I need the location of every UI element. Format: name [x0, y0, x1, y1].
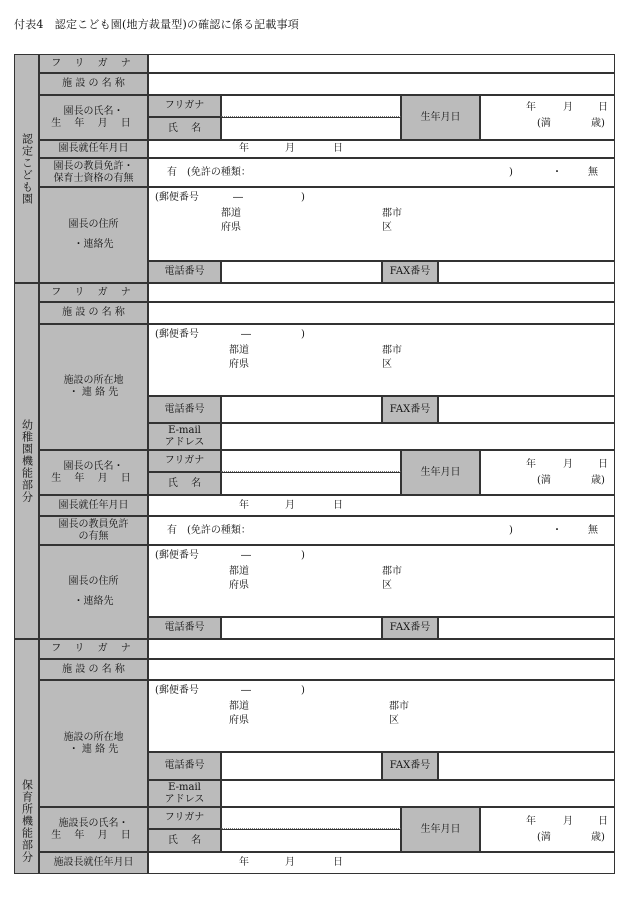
postal-label: (郵便番号	[155, 550, 199, 561]
gunshi-text: 郡市	[389, 701, 409, 712]
hi-text: 日	[598, 102, 608, 113]
license-field[interactable]	[148, 158, 615, 187]
tsuki-text: 月	[563, 459, 573, 470]
label-line: ・ 連 絡 先	[68, 387, 119, 398]
facility-head-birthdate-field[interactable]	[480, 807, 615, 852]
fax-label: FAX番号	[382, 396, 438, 423]
facility-furigana-field[interactable]	[148, 54, 615, 73]
ari-text: 有 (免許の種類：	[167, 167, 251, 178]
label-line: 生 年 月 日	[51, 829, 136, 841]
facility-name-field[interactable]	[148, 302, 615, 324]
furigana-small-label: フリガナ	[148, 450, 221, 472]
label-line: 園長の教員免許・	[53, 160, 134, 172]
director-appointment-label: 園長就任年月日	[39, 495, 148, 516]
director-address-field[interactable]	[148, 187, 615, 261]
tel-label: 電話番号	[148, 617, 221, 639]
hi-text: 日	[333, 143, 343, 154]
director-birthdate-field[interactable]	[480, 450, 615, 495]
email-field[interactable]	[221, 423, 615, 450]
gunshi-text: 郡市	[382, 208, 402, 219]
ari-text: 有 (免許の種類：	[167, 525, 251, 536]
license-label	[39, 158, 148, 187]
facility-head-appointment-label: 施設長就任年月日	[39, 852, 148, 874]
furigana-small-label: フリガナ	[148, 95, 221, 117]
label-line: 園長の氏名・	[63, 460, 124, 472]
facility-furigana-field[interactable]	[148, 283, 615, 302]
shimei-label: 氏 名	[148, 117, 221, 140]
facility-name-label: 施 設 の 名 称	[39, 73, 148, 95]
furigana-label: フ リ ガ ナ	[39, 54, 148, 73]
director-name-birth-label	[39, 450, 148, 495]
todou-text: 都道	[229, 701, 249, 712]
license-label	[39, 516, 148, 545]
label-line: 施設の所在地	[63, 731, 124, 743]
fuken-text: 府県	[229, 580, 249, 591]
section-yochien-kino: 幼稚園機能部分	[14, 283, 39, 639]
label-line: 園長の氏名・	[63, 105, 124, 117]
sai-text: 歳)	[591, 118, 605, 129]
director-address-label	[39, 187, 148, 283]
fax-label: FAX番号	[382, 261, 438, 283]
facility-head-name-field[interactable]	[221, 829, 401, 852]
ku-text: 区	[382, 222, 392, 233]
tsuki-text: 月	[563, 816, 573, 827]
label-line: E-mail	[168, 781, 201, 793]
todou-text: 都道	[221, 208, 241, 219]
tel-field[interactable]	[221, 396, 382, 423]
facility-address-field[interactable]	[148, 324, 615, 396]
nen-text: 年	[526, 102, 536, 113]
director-appointment-field[interactable]	[148, 140, 615, 158]
postal-label: (郵便番号	[155, 329, 199, 340]
dot-text: ・	[552, 167, 562, 178]
facility-name-label: 施 設 の 名 称	[39, 659, 148, 680]
label-line: ・ 連 絡 先	[68, 743, 119, 755]
label-line: 施設の所在地	[63, 375, 124, 386]
director-address-field[interactable]	[148, 545, 615, 617]
facility-name-field[interactable]	[148, 659, 615, 680]
todou-text: 都道	[229, 345, 249, 356]
postal-dash: ―	[241, 329, 251, 340]
label-line: アドレス	[164, 436, 205, 448]
fax-field[interactable]	[438, 396, 615, 423]
director-birthdate-field[interactable]	[480, 95, 615, 140]
director-address-label	[39, 545, 148, 639]
furigana-small-label: フリガナ	[148, 807, 221, 829]
sai-text: 歳)	[591, 832, 605, 843]
section-hoikusho-kino	[14, 639, 39, 874]
tsuki-text: 月	[285, 857, 295, 868]
document-title: 付表4 認定こども園(地方裁量型)の確認に係る記載事項	[14, 18, 299, 31]
email-label	[148, 780, 221, 807]
postal-dash: ―	[233, 192, 243, 203]
close-paren-text: )	[509, 167, 513, 178]
shimei-label: 氏 名	[148, 472, 221, 495]
nashi-text: 無	[588, 167, 598, 178]
label-line: E-mail	[168, 424, 201, 436]
ku-text: 区	[382, 580, 392, 591]
facility-location-label	[39, 680, 148, 807]
director-furigana-field[interactable]	[221, 95, 401, 117]
postal-label: (郵便番号	[155, 192, 199, 203]
tel-field[interactable]	[221, 261, 382, 283]
nen-text: 年	[526, 816, 536, 827]
director-appointment-label: 園長就任年月日	[39, 140, 148, 158]
director-appointment-field[interactable]	[148, 495, 615, 516]
director-name-field[interactable]	[221, 117, 401, 140]
hi-text: 日	[333, 500, 343, 511]
fuken-text: 府県	[229, 715, 249, 726]
label-line: 園長の住所	[68, 576, 119, 587]
nashi-text: 無	[588, 525, 598, 536]
fax-field[interactable]	[438, 617, 615, 639]
furigana-label: フ リ ガ ナ	[39, 639, 148, 659]
man-text: (満	[537, 118, 551, 129]
fuken-text: 府県	[229, 359, 249, 370]
birthdate-label: 生年月日	[401, 807, 480, 852]
man-text: (満	[537, 832, 551, 843]
tel-field[interactable]	[221, 752, 382, 780]
email-field[interactable]	[221, 780, 615, 807]
label-line: 園長の住所	[68, 219, 119, 230]
nen-text: 年	[239, 500, 249, 511]
nen-text: 年	[239, 143, 249, 154]
fax-field[interactable]	[438, 752, 615, 780]
furigana-label: フ リ ガ ナ	[39, 283, 148, 302]
facility-name-field[interactable]	[148, 73, 615, 95]
label-line: ・連絡先	[73, 596, 114, 607]
facility-head-name-birth-label	[39, 807, 148, 852]
close-paren-text: )	[301, 192, 305, 203]
ku-text: 区	[389, 715, 399, 726]
gunshi-text: 郡市	[382, 345, 402, 356]
label-line: 園長の教員免許	[58, 518, 129, 530]
hi-text: 日	[598, 816, 608, 827]
label-line: 生 年 月 日	[51, 472, 136, 484]
hi-text: 日	[333, 857, 343, 868]
nen-text: 年	[526, 459, 536, 470]
close-paren-text: )	[301, 329, 305, 340]
postal-label: (郵便番号	[155, 685, 199, 696]
fuken-text: 府県	[221, 222, 241, 233]
birthdate-label: 生年月日	[401, 95, 480, 140]
fax-label: FAX番号	[382, 752, 438, 780]
tsuki-text: 月	[563, 102, 573, 113]
facility-head-furigana-field[interactable]	[221, 807, 401, 829]
tel-field[interactable]	[221, 617, 382, 639]
section-hoikusho-label: 保育所機能部分	[20, 779, 34, 863]
gunshi-text: 郡市	[382, 566, 402, 577]
facility-name-label: 施 設 の 名 称	[39, 302, 148, 324]
facility-furigana-field[interactable]	[148, 639, 615, 659]
close-paren-text: )	[301, 685, 305, 696]
fax-field[interactable]	[438, 261, 615, 283]
postal-dash: ―	[241, 685, 251, 696]
close-paren-text: )	[301, 550, 305, 561]
director-furigana-field[interactable]	[221, 450, 401, 472]
tel-label: 電話番号	[148, 261, 221, 283]
label-line: 生 年 月 日	[51, 117, 136, 129]
facility-head-appointment-field[interactable]	[148, 852, 615, 874]
sai-text: 歳)	[591, 475, 605, 486]
postal-dash: ―	[241, 550, 251, 561]
director-name-birth-label	[39, 95, 148, 140]
email-label	[148, 423, 221, 450]
dot-text: ・	[552, 525, 562, 536]
label-line: の有無	[78, 530, 109, 542]
hi-text: 日	[598, 459, 608, 470]
tsuki-text: 月	[285, 143, 295, 154]
shimei-label: 氏 名	[148, 829, 221, 852]
facility-location-label	[39, 324, 148, 450]
nen-text: 年	[239, 857, 249, 868]
man-text: (満	[537, 475, 551, 486]
facility-address-field[interactable]	[148, 680, 615, 752]
label-line: 保育士資格の有無	[53, 172, 134, 184]
tel-label: 電話番号	[148, 752, 221, 780]
label-line: ・連絡先	[73, 239, 114, 250]
close-paren-text: )	[509, 525, 513, 536]
todou-text: 都道	[229, 566, 249, 577]
label-line: 施設長の氏名・	[58, 817, 129, 829]
license-field[interactable]	[148, 516, 615, 545]
tsuki-text: 月	[285, 500, 295, 511]
label-line: アドレス	[164, 793, 205, 805]
ku-text: 区	[382, 359, 392, 370]
fax-label: FAX番号	[382, 617, 438, 639]
tel-label: 電話番号	[148, 396, 221, 423]
section-nintei-kodomoen: 認定こども園	[14, 54, 39, 283]
director-name-field[interactable]	[221, 472, 401, 495]
birthdate-label: 生年月日	[401, 450, 480, 495]
